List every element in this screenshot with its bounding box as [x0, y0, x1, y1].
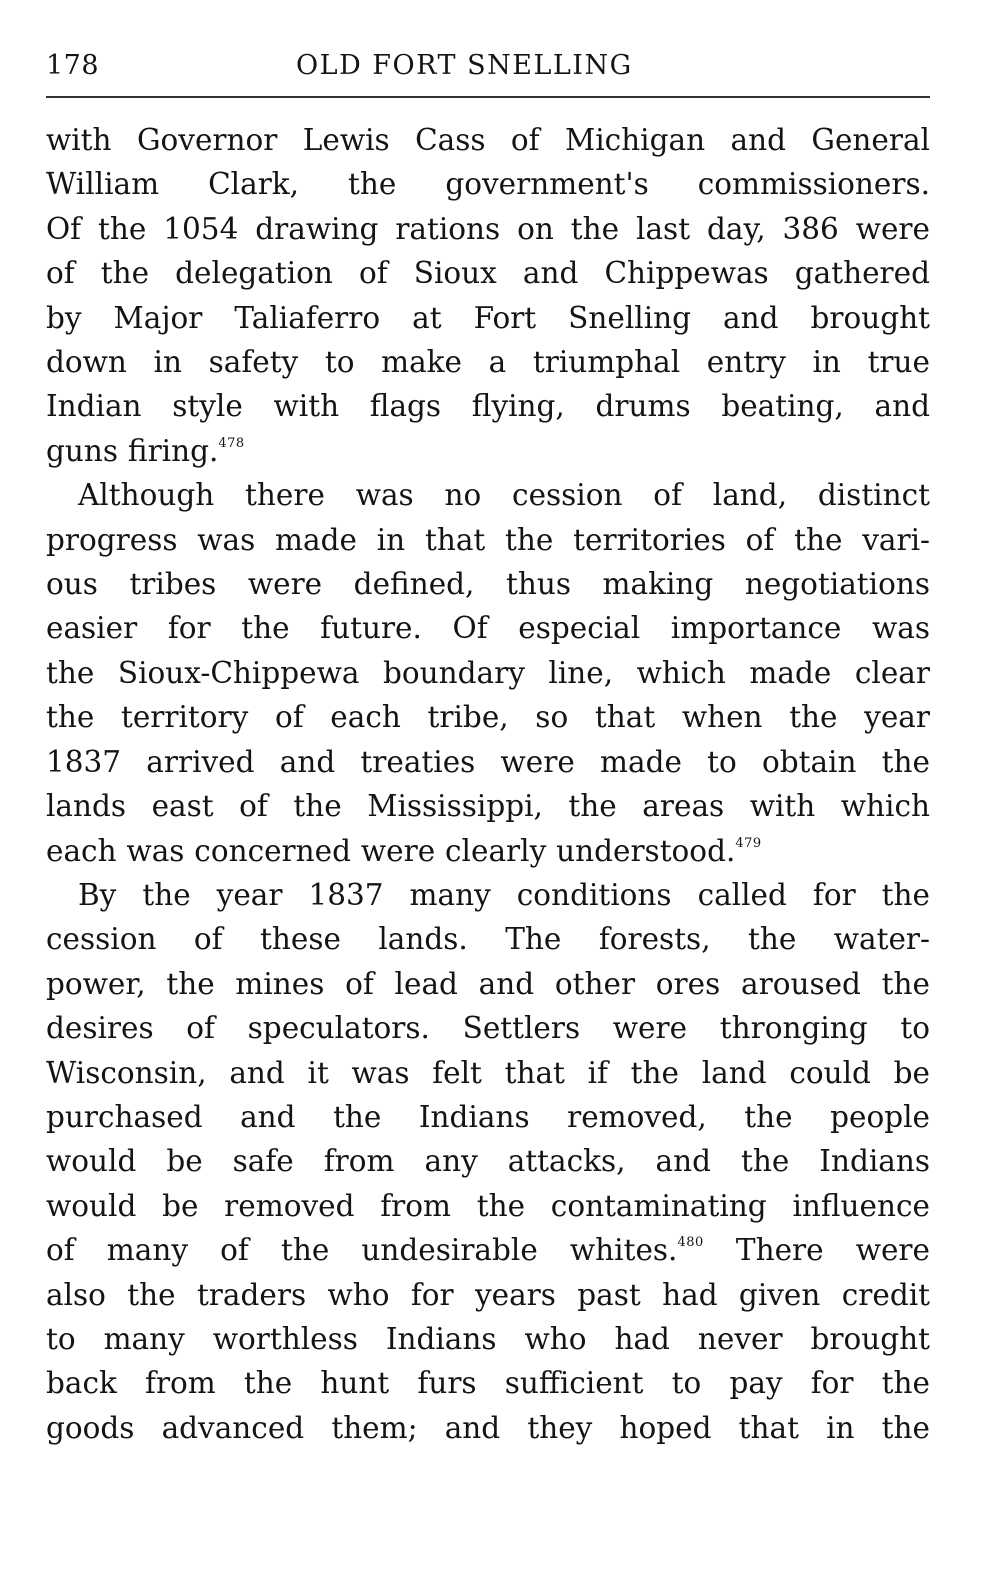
text-line: the Sioux-Chippewa boundary line, which made clear — [46, 655, 930, 690]
text-line — [46, 1228, 930, 1272]
running-head — [46, 44, 930, 88]
text-fragment: guns firing. — [46, 433, 219, 468]
text-line: the territory of each tribe, so that when the year — [46, 700, 930, 735]
footnote-marker: 480 — [677, 1235, 704, 1251]
text-line: goods advanced them; and they hoped that in the — [46, 1410, 930, 1445]
text-line: lands east of the Mississippi, the areas with which — [46, 789, 930, 824]
paragraph-1 — [46, 118, 930, 473]
text-line: Although there was no cession of land, distinct — [78, 478, 930, 513]
footnote-marker: 479 — [735, 835, 762, 851]
text-line: would be removed from the contaminating influence — [46, 1188, 930, 1223]
text-line — [46, 429, 930, 473]
text-line — [46, 829, 930, 873]
text-line: easier for the future. Of especial importance was — [46, 611, 930, 646]
running-title: OLD FORT SNELLING — [296, 50, 633, 81]
text-fragment: each was concerned were clearly understood. — [46, 833, 736, 868]
text-line: also the traders who for years past had given credit — [46, 1277, 930, 1312]
text-line: Wisconsin, and it was felt that if the land could be — [46, 1055, 930, 1090]
book-page — [46, 44, 930, 1450]
text-line: Indian style with flags flying, drums beating, and — [46, 389, 930, 424]
text-line: desires of speculators. Settlers were thronging to — [46, 1011, 930, 1046]
text-line: power, the mines of lead and other ores aroused the — [46, 966, 930, 1001]
text-line: back from the hunt furs sufficient to pay for the — [46, 1366, 930, 1401]
text-line: by Major Taliaferro at Fort Snelling and brought — [46, 300, 930, 335]
paragraph-3 — [46, 873, 930, 1450]
text-line: purchased and the Indians removed, the people — [46, 1099, 930, 1134]
text-line: Of the 1054 drawing rations on the last day, 386 were — [46, 211, 930, 246]
header-rule — [46, 96, 930, 98]
footnote-marker: 478 — [218, 435, 245, 451]
text-line: By the year 1837 many conditions called for the — [78, 877, 930, 912]
body-text — [46, 118, 930, 1450]
page-number: 178 — [46, 50, 100, 81]
text-line: would be safe from any attacks, and the Indians — [46, 1144, 930, 1179]
text-line: William Clark, the government's commissioners. — [46, 167, 930, 202]
text-line: 1837 arrived and treaties were made to obtain the — [46, 744, 930, 779]
text-line: cession of these lands. The forests, the water- — [46, 922, 930, 957]
text-line: to many worthless Indians who had never brought — [46, 1321, 930, 1356]
text-line: of the delegation of Sioux and Chippewas gathered — [46, 256, 930, 291]
text-line: ous tribes were defined, thus making negotiations — [46, 567, 930, 602]
text-line: progress was made in that the territories of the vari- — [46, 522, 930, 557]
text-fragment: There were — [703, 1233, 930, 1268]
text-fragment: of many of the undesirable whites. — [46, 1233, 678, 1268]
paragraph-2 — [46, 473, 930, 873]
text-line: with Governor Lewis Cass of Michigan and General — [46, 123, 930, 157]
text-line: down in safety to make a triumphal entry in true — [46, 345, 930, 380]
